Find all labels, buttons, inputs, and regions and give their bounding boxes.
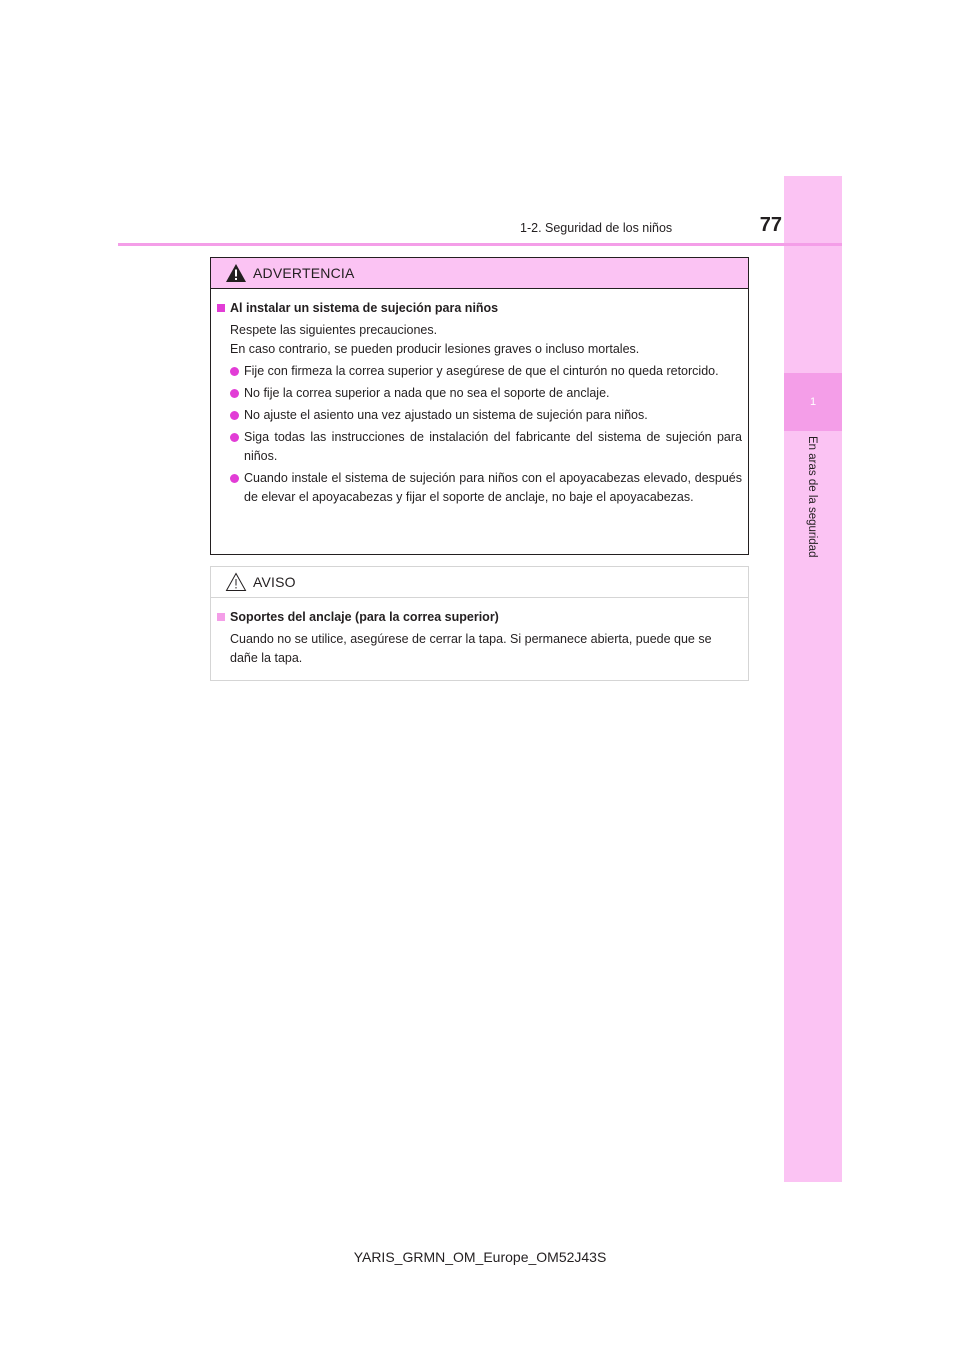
warning-triangle-icon bbox=[225, 263, 247, 283]
list-item-text: Cuando instale el sistema de sujeción para niños con el apoyacabezas elevado, después de elevar el apoyacabezas y fijar el soporte de anclaje, no baje el apoyacabezas. bbox=[244, 471, 742, 504]
bullet-dot-icon bbox=[230, 474, 239, 483]
warning-intro-1: Respete las siguientes precauciones. bbox=[230, 323, 438, 337]
notice-box bbox=[210, 566, 749, 681]
caution-triangle-icon bbox=[225, 572, 247, 592]
list-item bbox=[217, 362, 742, 381]
chapter-title: En aras de la seguridad bbox=[806, 436, 818, 558]
chapter-number: 1 bbox=[809, 396, 817, 408]
notice-text: Cuando no se utilice, asegúrese de cerrar la tapa. Si permanece abierta, puede que se dañe la tapa. bbox=[230, 632, 712, 665]
notice-body bbox=[211, 598, 748, 668]
notice-heading-text: Soportes del anclaje (para la correa superior) bbox=[230, 610, 499, 624]
notice-heading bbox=[217, 608, 742, 627]
section-title: 1-2. Seguridad de los niños bbox=[520, 221, 673, 235]
warning-heading bbox=[217, 299, 742, 318]
page-number: 77 bbox=[759, 214, 782, 236]
list-item-text: Fije con firmeza la correa superior y asegúrese de que el cinturón no queda retorcido. bbox=[244, 364, 719, 378]
warning-body bbox=[211, 289, 748, 507]
bullet-dot-icon bbox=[230, 389, 239, 398]
warning-title: ADVERTENCIA bbox=[253, 265, 355, 281]
list-item-text: No fije la correa superior a nada que no sea el soporte de anclaje. bbox=[244, 386, 610, 400]
warning-heading-text: Al instalar un sistema de sujeción para niños bbox=[230, 301, 499, 315]
list-item bbox=[217, 428, 742, 466]
bullet-dot-icon bbox=[230, 367, 239, 376]
warning-box bbox=[210, 257, 749, 555]
list-item bbox=[217, 384, 742, 403]
list-item-text: Siga todas las instrucciones de instalación del fabricante del sistema de sujeción para niños. bbox=[244, 430, 742, 463]
warning-intro-2: En caso contrario, se pueden producir lesiones graves o incluso mortales. bbox=[230, 342, 640, 356]
header-rule bbox=[118, 243, 842, 246]
list-item-text: No ajuste el asiento una vez ajustado un sistema de sujeción para niños. bbox=[244, 408, 648, 422]
list-item bbox=[217, 406, 742, 425]
bullet-dot-icon bbox=[230, 433, 239, 442]
list-item bbox=[217, 469, 742, 507]
notice-header bbox=[211, 567, 748, 598]
square-bullet-icon bbox=[217, 613, 225, 621]
document-code: YARIS_GRMN_OM_Europe_OM52J43S bbox=[353, 1249, 607, 1265]
notice-title: AVISO bbox=[253, 574, 296, 590]
chapter-side-tab bbox=[784, 176, 842, 1182]
square-bullet-icon bbox=[217, 304, 225, 312]
warning-header bbox=[211, 258, 748, 289]
bullet-dot-icon bbox=[230, 411, 239, 420]
